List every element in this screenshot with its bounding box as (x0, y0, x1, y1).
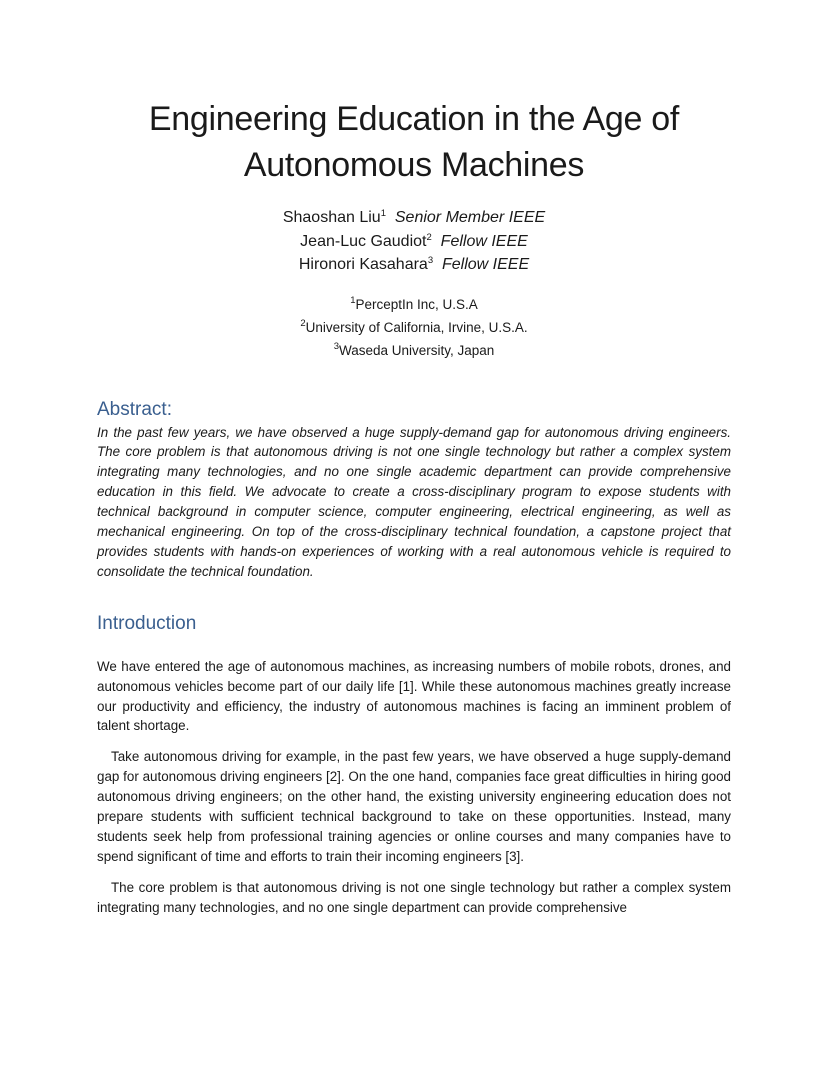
abstract-text: In the past few years, we have observed a huge supply-demand gap for autonomous driving engineers. The core problem is that autonomous driving is not one single technology but rather a complex system integrating many technologies, and no one single academic department can provide comprehensive education in this field. We advocate to create a cross-disciplinary program to expose students with technical background in computer science, computer engineering, electrical engineering, as well as mechanical engineering. On top of the cross-disciplinary technical foundation, a capstone project that provides students with hands-on experiences of working with a real autonomous vehicle is required to consolidate the technical foundation. (97, 424, 731, 579)
author-role: Senior Member IEEE (394, 209, 546, 226)
affiliation (97, 316, 731, 339)
affiliation-marker: 1 (350, 294, 356, 306)
affiliation-text: PerceptIn Inc, U.S.A (355, 296, 478, 312)
affiliation (97, 293, 731, 316)
affiliation (97, 339, 731, 362)
body-paragraph: We have entered the age of autonomous machines, as increasing numbers of mobile robots, drones, and autonomous vehicles become part of our daily life [1]. While these autonomous machines greatly increase our productivity and efficiency, the industry of autonomous machines is facing an imminent problem of talent shortage. (97, 658, 731, 734)
author-affiliation-marker: 1 (380, 208, 386, 219)
affiliation-marker: 2 (300, 317, 306, 329)
title-line: Engineering Education in the Age of (148, 100, 680, 138)
author-name: Shaoshan Liu (282, 209, 381, 226)
author-affiliation-marker: 2 (426, 231, 432, 243)
title-line: Autonomous Machines (243, 146, 585, 184)
affiliation-marker: 3 (333, 340, 339, 352)
affiliation-text: University of California, Irvine, U.S.A. (305, 319, 528, 335)
author-role: Fellow IEEE (442, 256, 530, 273)
author-affiliation-marker: 3 (427, 255, 434, 266)
paper-title (97, 96, 731, 188)
body-paragraph: The core problem is that autonomous driving is not one single technology but rather a complex system integrating many technologies, and no one single department can provide comprehensive (97, 879, 731, 915)
affiliation-list (97, 293, 731, 362)
affiliation-text: Waseda University, Japan (338, 342, 495, 358)
author-name: Jean-Luc Gaudiot (300, 232, 427, 250)
body-paragraph: Take autonomous driving for example, in the past few years, we have observed a huge supply-demand gap for autonomous driving engineers [2]. On the one hand, companies face great difficulties in hiring good autonomous driving engineers; on the other hand, the existing university engineering education does not prepare students with sufficient technical background to take on these opportunities. Instead, many students seek help from professional training agencies or online courses and many companies have to spend significant of time and efforts to train their incoming engineers [3]. (97, 749, 731, 864)
introduction-heading: Introduction (97, 612, 197, 634)
author-list (97, 206, 731, 277)
author-role: Fellow IEEE (440, 232, 528, 250)
author-name: Hironori Kasahara (298, 256, 428, 273)
paper-page (97, 96, 731, 918)
author (97, 253, 731, 277)
author (97, 206, 731, 230)
abstract-heading: Abstract: (97, 398, 172, 420)
author (97, 230, 731, 254)
